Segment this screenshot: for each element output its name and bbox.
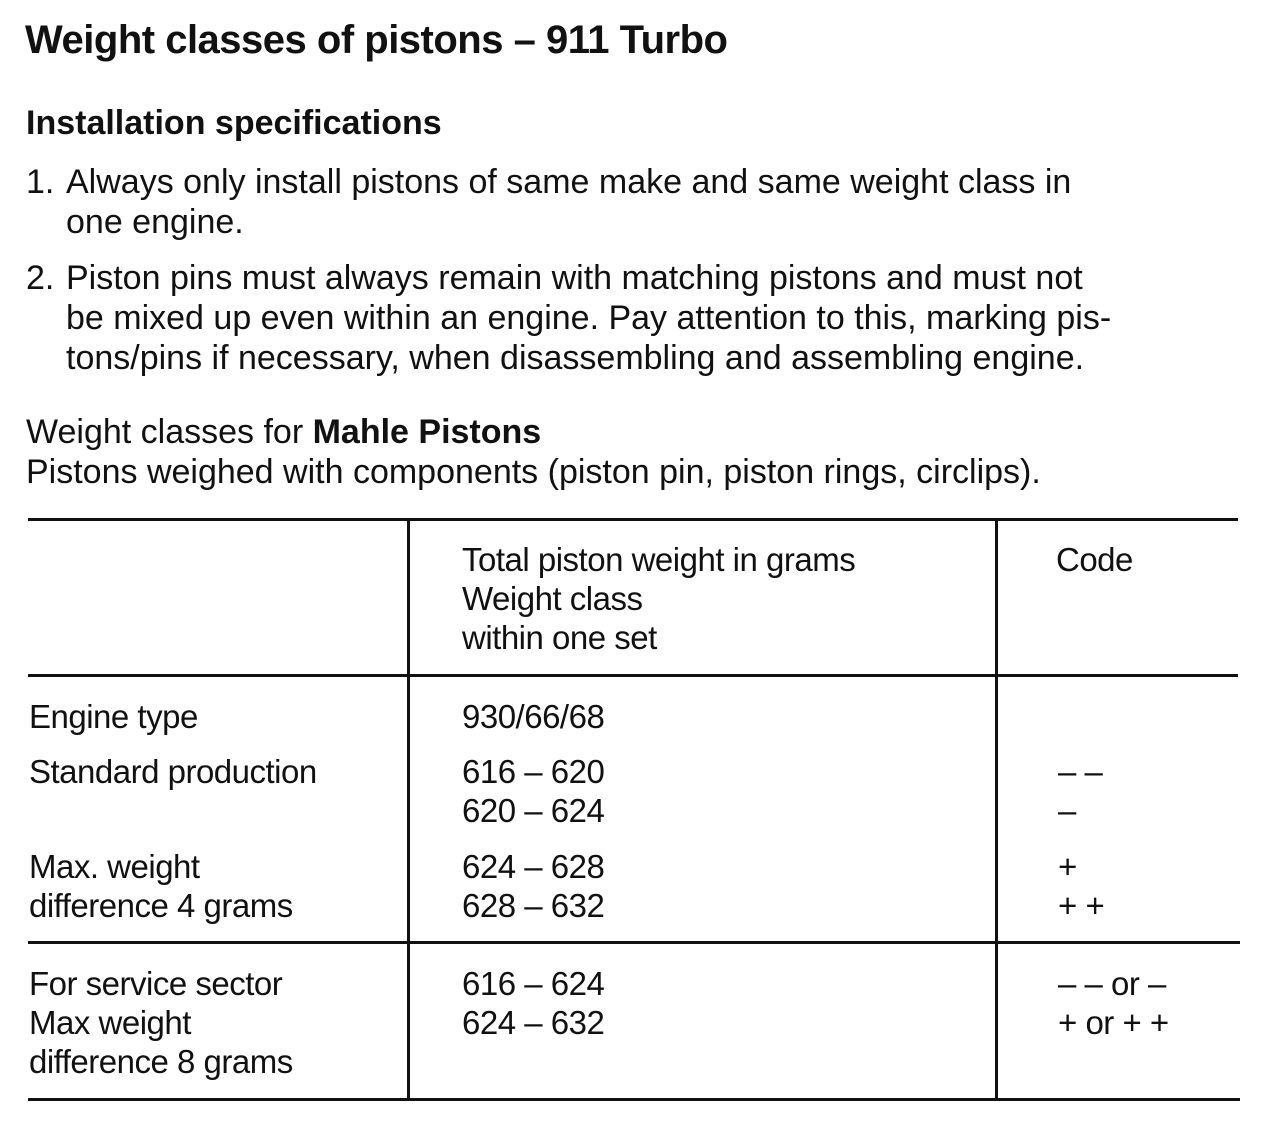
list-item-text: Always only install pistons of same make and same weight class in one engine. (66, 163, 1072, 241)
installation-heading: Installation specifications (26, 104, 442, 142)
page-title: Weight classes of pistons – 911 Turbo (25, 18, 728, 62)
intro-line-2: Pistons weighed with components (piston pin, piston rings, circlips). (26, 453, 1041, 491)
brand-name: Mahle Pistons (312, 413, 542, 451)
table-column-divider-1 (407, 518, 410, 1101)
table-section-rule (28, 941, 1240, 944)
list-item-number: 2. (26, 259, 55, 297)
standard-production-weights: 616 – 620 620 – 624 (462, 753, 605, 829)
table-column-divider-2 (995, 518, 998, 1101)
list-item-2 (26, 258, 1238, 378)
standard-production-label: Standard production (29, 753, 317, 790)
installation-list (26, 162, 1238, 394)
max-weight-codes: + + + (1058, 848, 1105, 924)
engine-type-value: 930/66/68 (462, 698, 605, 735)
intro-line-1: Weight classes for Mahle Pistons (26, 413, 542, 451)
service-sector-codes: – – or – + or + + (1058, 965, 1169, 1041)
service-sector-weights: 616 – 624 624 – 632 (462, 965, 605, 1041)
table-bottom-rule (28, 1098, 1240, 1101)
table-top-rule (28, 518, 1238, 521)
table-header-rule (28, 674, 1238, 677)
mahle-intro (26, 412, 1041, 492)
standard-production-codes: – – – (1058, 753, 1103, 829)
service-sector-label: For service sector Max weight difference 8 grams (29, 965, 293, 1080)
list-item-1 (26, 162, 1238, 242)
header-weight: Total piston weight in grams Weight class within one set (462, 541, 856, 656)
header-code: Code (1056, 541, 1133, 578)
list-item-number: 1. (26, 163, 55, 201)
list-item-text: Piston pins must always remain with matching pistons and must not be mixed up even within an engine. Pay attention to this, marking pis- tons/pins if necessary, when disassembling and assembling engine. (66, 259, 1112, 377)
max-weight-label: Max. weight difference 4 grams (29, 848, 293, 924)
engine-type-label: Engine type (29, 698, 198, 735)
max-weight-weights: 624 – 628 628 – 632 (462, 848, 605, 924)
